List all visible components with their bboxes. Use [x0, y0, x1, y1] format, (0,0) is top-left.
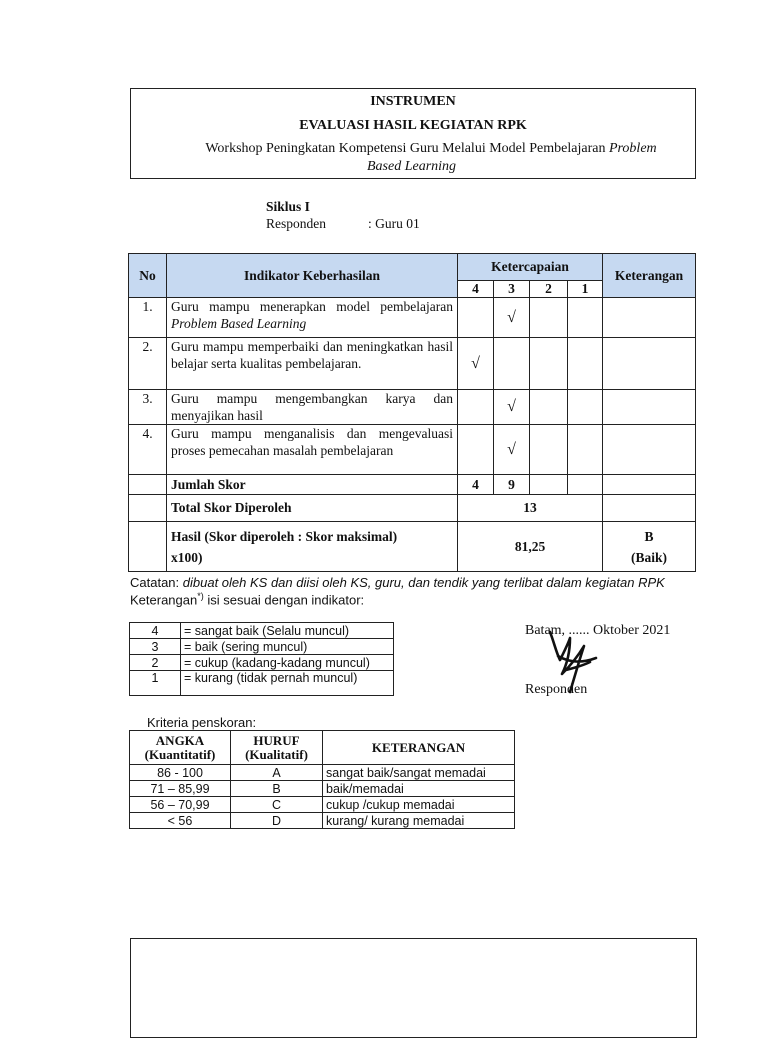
- table-row: [129, 390, 696, 425]
- kriteria-huruf: C: [231, 797, 323, 813]
- legend-num: 3: [130, 639, 181, 655]
- legend-num: 1: [130, 671, 181, 696]
- keterangan-note: [130, 591, 364, 607]
- responden-label: Responden: [266, 216, 326, 231]
- legend-desc: = kurang (tidak pernah muncul): [181, 671, 394, 696]
- workshop-title-italic: Problem: [608, 141, 657, 156]
- check-cell-4: √: [458, 338, 494, 390]
- hasil-grade: [603, 522, 696, 572]
- legend-num: 4: [130, 623, 181, 639]
- kriteria-angka: 56 – 70,99: [130, 797, 231, 813]
- check-cell-4: [458, 390, 494, 425]
- hasil-label: [167, 522, 458, 572]
- table-row: [129, 338, 696, 390]
- kriteria-row: [130, 765, 515, 781]
- row-no: 4.: [129, 425, 167, 475]
- total-value: 13: [458, 495, 603, 522]
- total-keterangan: [603, 495, 696, 522]
- jumlah-score-1: [568, 475, 603, 495]
- responden-value: : Guru 01: [368, 216, 420, 231]
- kriteria-ket: baik/memadai: [323, 781, 515, 797]
- jumlah-row: [129, 475, 696, 495]
- kriteria-header-angka: [130, 731, 231, 765]
- row-indikator: Guru mampu menganalisis dan mengevaluasi proses pemecahan masalah pembelajaran: [167, 425, 458, 475]
- kriteria-row: [130, 781, 515, 797]
- catatan-label: Catatan:: [130, 575, 183, 590]
- kriteria-label: Kriteria penskoran:: [147, 715, 257, 730]
- row-keterangan: [603, 298, 696, 338]
- kriteria-angka: 71 – 85,99: [130, 781, 231, 797]
- col-header-indikator: Indikator Keberhasilan: [167, 254, 458, 298]
- legend-desc: = sangat baik (Selalu muncul): [181, 623, 394, 639]
- total-label: Total Skor Diperoleh: [167, 495, 458, 522]
- jumlah-score-2: [530, 475, 568, 495]
- kriteria-row: [130, 813, 515, 829]
- kriteria-ket: kurang/ kurang memadai: [323, 813, 515, 829]
- row-indikator: Guru mampu mengembangkan karya dan menyajikan hasil: [167, 390, 458, 425]
- table-row: [129, 425, 696, 475]
- jumlah-label: Jumlah Skor: [167, 475, 458, 495]
- level-header-4: 4: [458, 281, 494, 298]
- jumlah-score-4: 4: [458, 475, 494, 495]
- hasil-grade-letter: B: [644, 528, 654, 544]
- check-cell-1: [568, 338, 603, 390]
- kriteria-huruf: B: [231, 781, 323, 797]
- check-cell-4: [458, 298, 494, 338]
- catatan-text: dibuat oleh KS dan diisi oleh KS, guru, dan tendik yang terlibat dalam kegiatan RPK: [182, 575, 665, 590]
- keterangan-sup: *): [197, 591, 204, 601]
- hasil-label-line1: Hasil (Skor diperoleh : Skor maksimal): [171, 528, 398, 544]
- row-indikator-text: Guru mampu menerapkan model pembelajaran: [171, 299, 453, 314]
- legend-desc: = baik (sering muncul): [181, 639, 394, 655]
- check-cell-2: [530, 390, 568, 425]
- siklus-label: Siklus I: [266, 199, 310, 214]
- row-no: 2.: [129, 338, 167, 390]
- kriteria-huruf: D: [231, 813, 323, 829]
- empty-cell: [129, 522, 167, 572]
- kriteria-row: [130, 797, 515, 813]
- empty-cell: [129, 495, 167, 522]
- check-cell-3: √: [494, 298, 530, 338]
- col-header-no: No: [129, 254, 167, 298]
- legend-row: [130, 655, 394, 671]
- check-cell-2: [530, 425, 568, 475]
- row-indikator: [167, 298, 458, 338]
- angka-header-line1: ANGKA: [155, 732, 205, 748]
- kriteria-header-keterangan: KETERANGAN: [323, 731, 515, 765]
- document-title: INSTRUMEN: [370, 94, 456, 109]
- row-keterangan: [603, 390, 696, 425]
- legend-row: [130, 671, 394, 696]
- check-cell-3: [494, 338, 530, 390]
- hasil-grade-desc: (Baik): [630, 549, 667, 565]
- jumlah-keterangan: [603, 475, 696, 495]
- row-keterangan: [603, 338, 696, 390]
- huruf-header-line2: (Kualitatif): [245, 746, 308, 762]
- legend-table: [129, 622, 394, 696]
- row-indikator-italic: Problem Based Learning: [171, 315, 307, 331]
- header-box: [130, 88, 696, 179]
- col-header-keterangan: Keterangan: [603, 254, 696, 298]
- kriteria-huruf: A: [231, 765, 323, 781]
- check-cell-2: [530, 298, 568, 338]
- legend-row: [130, 623, 394, 639]
- jumlah-score-3: 9: [494, 475, 530, 495]
- huruf-header-line1: HURUF: [253, 732, 300, 748]
- check-cell-1: [568, 298, 603, 338]
- keterangan-text: isi sesuai dengan indikator:: [203, 592, 365, 608]
- kriteria-header-huruf: [231, 731, 323, 765]
- catatan-note: [130, 575, 665, 590]
- kriteria-ket: cukup /cukup memadai: [323, 797, 515, 813]
- kriteria-ket: sangat baik/sangat memadai: [323, 765, 515, 781]
- workshop-title-cont: Based Learning: [367, 159, 457, 174]
- angka-header-line2: (Kuantitatif): [144, 746, 216, 762]
- row-keterangan: [603, 425, 696, 475]
- keterangan-label: Keterangan: [130, 592, 198, 608]
- check-cell-2: [530, 338, 568, 390]
- hasil-row: [129, 522, 696, 572]
- check-cell-1: [568, 425, 603, 475]
- empty-cell: [129, 475, 167, 495]
- check-cell-3: √: [494, 425, 530, 475]
- workshop-title: [131, 141, 695, 157]
- kriteria-angka: 86 - 100: [130, 765, 231, 781]
- check-cell-3: √: [494, 390, 530, 425]
- place-date: Batam, ...... Oktober 2021: [525, 623, 671, 638]
- row-no: 1.: [129, 298, 167, 338]
- level-header-2: 2: [530, 281, 568, 298]
- col-header-ketercapaian: Ketercapaian: [458, 254, 603, 281]
- evaluation-table: [128, 253, 696, 572]
- workshop-title-text: Workshop Peningkatan Kompetensi Guru Melalui Model Pembelajaran: [205, 141, 609, 156]
- check-cell-1: [568, 390, 603, 425]
- total-row: [129, 495, 696, 522]
- responden-signature-label: Responden: [525, 682, 588, 697]
- document-subtitle: EVALUASI HASIL KEGIATAN RPK: [299, 118, 527, 133]
- hasil-value: 81,25: [458, 522, 603, 572]
- row-no: 3.: [129, 390, 167, 425]
- legend-row: [130, 639, 394, 655]
- row-indikator: Guru mampu memperbaiki dan meningkatkan hasil belajar serta kualitas pembelajaran.: [167, 338, 458, 390]
- kriteria-table: [129, 730, 515, 829]
- table-row: [129, 298, 696, 338]
- legend-num: 2: [130, 655, 181, 671]
- hasil-label-line2: x100): [171, 549, 203, 565]
- level-header-1: 1: [568, 281, 603, 298]
- level-header-3: 3: [494, 281, 530, 298]
- kriteria-angka: < 56: [130, 813, 231, 829]
- next-page-box: [130, 938, 697, 1038]
- legend-desc: = cukup (kadang-kadang muncul): [181, 655, 394, 671]
- check-cell-4: [458, 425, 494, 475]
